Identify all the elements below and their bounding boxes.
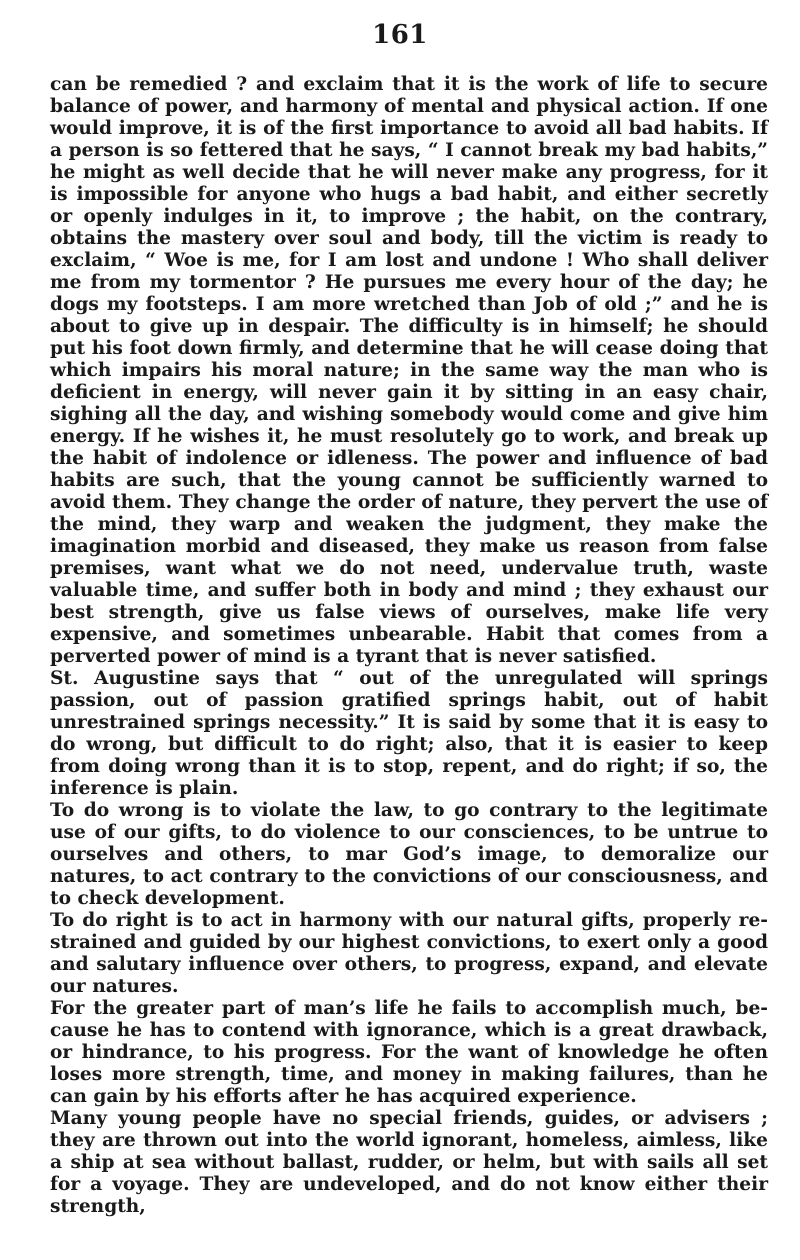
paragraph-do-wrong: To do wrong is to violate the law, to go contrary to the legitimate use of our gifts, to do violence to our consciences, to be untrue to ourselves and others, to mar God’s image, to demoralize our natures, to act contrary to the convictions of our consciousness, and to check development. xyxy=(50,800,768,909)
page-number: 161 xyxy=(372,20,428,50)
paragraph-ignorance: For the greater part of man’s life he fails to accomplish much, because he has to contend with ignorance, which is a great drawback, or hindrance, to his progress. For the want of knowledge he often loses more strength, time, and money in making failures, than he can gain by his efforts after he has acquired experience. xyxy=(50,998,768,1107)
paragraph-bad-habits: can be remedied ? and exclaim that it is the work of life to secure balance of power, and harmony of mental and physical action. If one would improve, it is of the first importance to avoid all bad habits. If a person is so fettered that he says, “ I cannot break my bad habits,” he might as well decide that he will never make any progress, for it is impossible for anyone who hugs a bad habit, and either secretly or openly indulges in it, to improve ; the habit, on the contrary, obtains the mastery over soul and body, till the victim is ready to exclaim, “ Woe is me, for I am lost and undone ! Who shall deliver me from my tormentor ? He pursues me every hour of the day; he dogs my footsteps. I am more wretched than Job of old ;” and he is about to give up in despair. The difficulty is in himself; he should put his foot down firmly, and determine that he will cease doing that which impairs his moral nature; in the same way the man who is deficient in energy, will never gain it by sitting in an easy chair, sighing all the day, and wishing somebody would come and give him energy. If he wishes it, he must resolutely go to work, and break up the habit of indolence or idleness. The power and influence of bad habits are such, that the young cannot be sufficiently warned to avoid them. They change the order of nature, they pervert the use of the mind, they warp and weaken the judgment, they make the imagination morbid and diseased, they make us reason from false premises, want what we do not need, undervalue truth, waste valuable time, and suffer both in body and mind ; they exhaust our best strength, give us false views of ourselves, make life very expensive, and sometimes unbearable. Habit that comes from a perverted power of mind is a tyrant that is never satisfied. xyxy=(50,74,768,667)
page-body xyxy=(50,74,768,1218)
paragraph-do-right: To do right is to act in harmony with our natural gifts, properly restrained and guided by our highest convictions, to exert only a good and salutary influence over others, to progress, expand, and elevate our natures. xyxy=(50,910,768,997)
paragraph-young-people: Many young people have no special friends, guides, or advisers ; they are thrown out into the world ignorant, homeless, aimless, like a ship at sea without ballast, rudder, or helm, but with sails all set for a voyage. They are undeveloped, and do not know either their strength, xyxy=(50,1108,768,1217)
paragraph-st-augustine: St. Augustine says that “ out of the unregulated will springs passion, out of passion gratified springs habit, out of habit unrestrained springs necessity.” It is said by some that it is easy to do wrong, but difficult to do right; also, that it is easier to keep from doing wrong than it is to stop, repent, and do right; if so, the inference is plain. xyxy=(50,668,768,799)
